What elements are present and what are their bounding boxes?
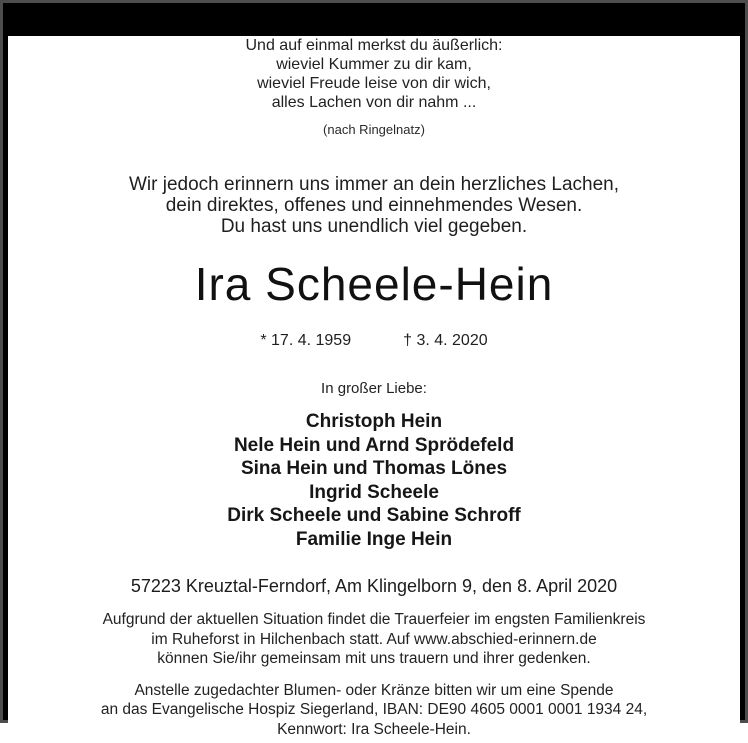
- opening-quote: [8, 36, 740, 139]
- mourners-list: [8, 410, 740, 551]
- memorial-line: Du hast uns unendlich viel gegeben.: [220, 216, 528, 237]
- address-date-line: 57223 Kreuztal-Ferndorf, Am Klingelborn 9, den 8. April 2020: [130, 576, 618, 596]
- memorial-line: Wir jedoch erinnern uns immer an dein herzliches Lachen,: [128, 174, 620, 195]
- mourner-name: Familie Inge Hein: [295, 528, 453, 550]
- donation-info: [8, 681, 740, 740]
- donation-info-line: Anstelle zugedachter Blumen- oder Kränze bitten wir um eine Spende: [134, 681, 614, 699]
- donation-info-line: Kennwort: Ira Scheele-Hein.: [277, 720, 471, 738]
- death-date: † 3. 4. 2020: [403, 332, 488, 349]
- quote-line: alles Lachen von dir nahm ...: [271, 94, 477, 111]
- quote-line: wieviel Kummer zu dir kam,: [276, 56, 472, 73]
- mourner-name: Christoph Hein: [305, 411, 443, 432]
- mourner-name: Nele Hein und Arnd Sprödefeld: [233, 434, 515, 456]
- mourner-name: Ingrid Scheele: [309, 481, 439, 503]
- donation-info-line: an das Evangelische Hospiz Siegerland, IBAN: DE90 4605 0001 0001 1934 24,: [100, 701, 648, 718]
- mourner-name: Dirk Scheele und Sabine Schroff: [227, 505, 521, 526]
- memorial-line: dein direktes, offenes und einnehmendes Wesen.: [165, 195, 583, 216]
- birth-date: * 17. 4. 1959: [260, 332, 352, 349]
- funeral-info-line: Aufgrund der aktuellen Situation findet die Trauerfeier im engsten Familienkreis: [102, 611, 646, 628]
- funeral-info-line: im Ruheforst in Hilchenbach statt. Auf www.abschied-erinnern.de: [151, 630, 597, 648]
- funeral-info: [8, 610, 740, 669]
- mourners-intro: In großer Liebe:: [321, 380, 427, 397]
- deceased-name: Ira Scheele-Hein: [194, 258, 554, 310]
- mourner-name: Sina Hein und Thomas Lönes: [240, 458, 508, 479]
- memorial-text: [8, 174, 740, 237]
- life-dates: [8, 332, 740, 350]
- obituary-notice: [8, 36, 740, 743]
- quote-line: wieviel Freude leise von dir wich,: [257, 75, 491, 92]
- quote-line: Und auf einmal merkst du äußerlich:: [245, 37, 503, 54]
- inner-black-border: [3, 3, 745, 738]
- quote-attribution: (nach Ringelnatz): [323, 122, 425, 137]
- funeral-info-line: können Sie/ihr gemeinsam mit uns trauern und ihrer gedenken.: [157, 650, 591, 667]
